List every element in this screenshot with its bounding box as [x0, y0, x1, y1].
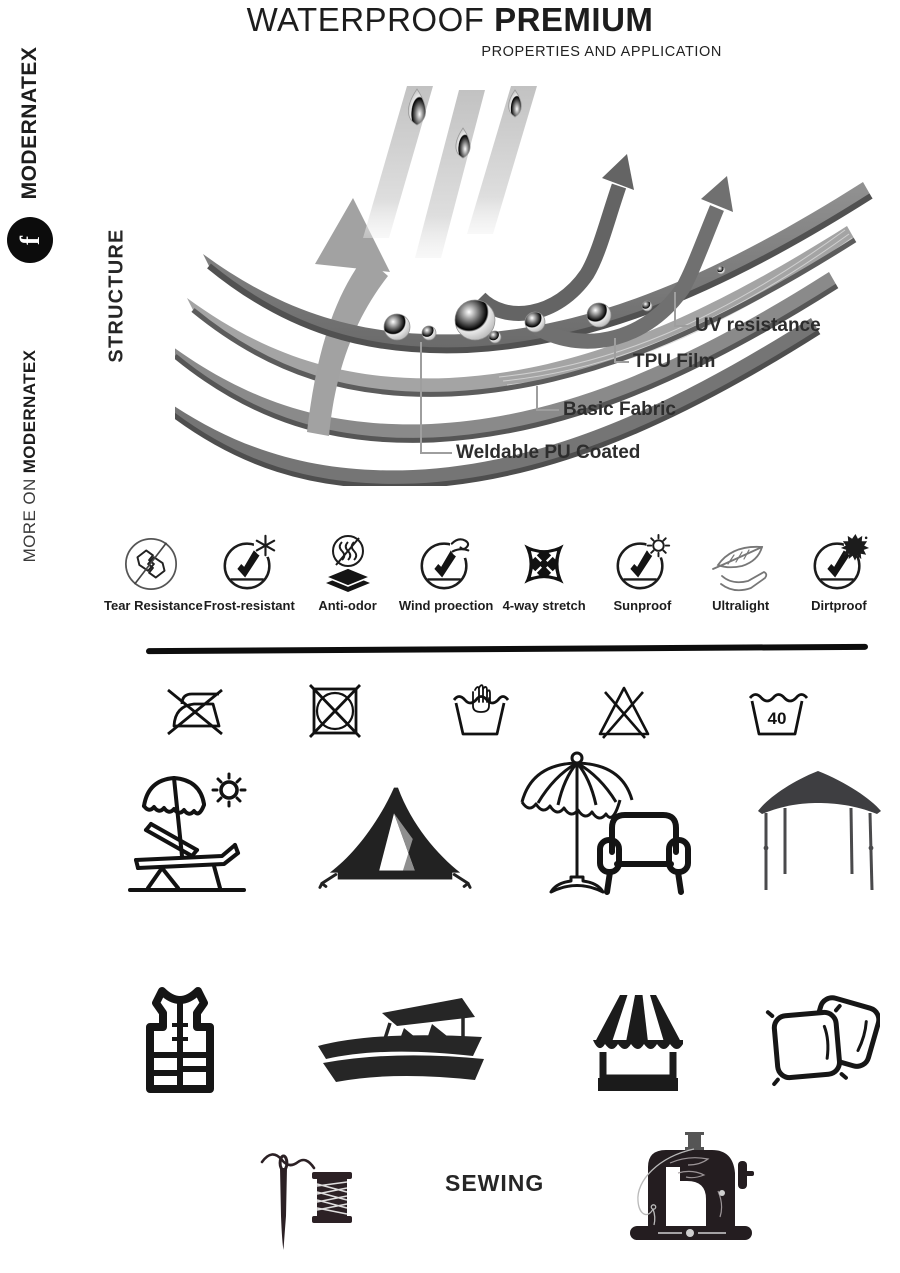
property-label: Tear Resistance: [104, 598, 203, 613]
page-title: [0, 1, 900, 39]
wash-temperature: 40: [767, 709, 787, 728]
properties-row: [104, 532, 886, 613]
layer-label-weldable: Weldable PU Coated: [456, 442, 641, 463]
sewing-machine-icon: [618, 1131, 768, 1247]
tear-resistance-icon: [122, 534, 180, 594]
property-frost-resistant: [202, 532, 296, 613]
layer-label-basic: Basic Fabric: [563, 399, 676, 420]
fabric-layers-illustration: [175, 86, 880, 486]
property-label: Frost-resistant: [203, 598, 295, 613]
ultralight-icon: [706, 540, 776, 594]
parasol-and-sofa-icon: [502, 750, 707, 902]
hand-wash-icon: [447, 680, 513, 742]
property-label: Sunproof: [613, 598, 672, 613]
tent-icon: [316, 783, 474, 893]
do-not-bleach-icon: [591, 680, 657, 742]
layer-label-tpu: TPU Film: [633, 351, 716, 372]
pop-up-canopy-icon: [752, 768, 887, 894]
structure-heading: STRUCTURE: [105, 228, 128, 363]
storefront-awning-icon: [584, 990, 692, 1096]
property-dirtproof: [792, 532, 886, 613]
wind-protection-icon: [415, 532, 477, 594]
property-label: 4-way stretch: [502, 598, 586, 613]
sunproof-icon: [611, 532, 673, 594]
page-title-bold: PREMIUM: [494, 1, 654, 38]
more-on-brand-name: MODERNATEX: [20, 349, 39, 474]
facebook-letter: f: [14, 235, 45, 245]
facebook-icon: [7, 217, 53, 263]
page-subtitle: PROPERTIES AND APPLICATION: [481, 44, 722, 60]
frost-resistant-icon: [218, 532, 280, 594]
layer-label-uv: UV resistance: [695, 315, 821, 336]
section-divider: [146, 644, 868, 654]
pontoon-boat-icon: [312, 993, 490, 1097]
more-on-brand-vertical: [20, 338, 40, 574]
property-label: Anti-odor: [318, 598, 377, 613]
sewing-label: SEWING: [445, 1170, 545, 1196]
dirtproof-icon: [808, 532, 870, 594]
property-label: Wind proection: [398, 598, 494, 613]
page-title-regular: WATERPROOF: [246, 1, 485, 38]
fabric-structure-diagram: [175, 86, 880, 486]
anti-odor-icon: [318, 532, 378, 594]
property-label: Dirtproof: [811, 598, 867, 613]
pillows-icon: [762, 988, 880, 1090]
property-wind-protection: [399, 532, 493, 613]
needle-and-thread-icon: [256, 1146, 358, 1268]
brand-name-vertical: MODERNATEX: [18, 46, 41, 200]
four-way-stretch-icon: [516, 536, 572, 594]
property-sunproof: [595, 532, 689, 613]
property-tear-resistance: [104, 532, 203, 613]
property-anti-odor: [301, 532, 395, 613]
property-ultralight: [694, 532, 788, 613]
sun-lounger-umbrella-icon: [122, 768, 257, 896]
life-vest-icon: [130, 983, 230, 1105]
property-label: Ultralight: [712, 598, 770, 613]
property-four-way-stretch: [497, 532, 591, 613]
machine-wash-40-icon: [742, 680, 812, 742]
more-on-text: MORE ON: [20, 478, 39, 563]
do-not-tumble-dry-icon: [301, 680, 367, 742]
do-not-iron-icon: [162, 680, 228, 742]
